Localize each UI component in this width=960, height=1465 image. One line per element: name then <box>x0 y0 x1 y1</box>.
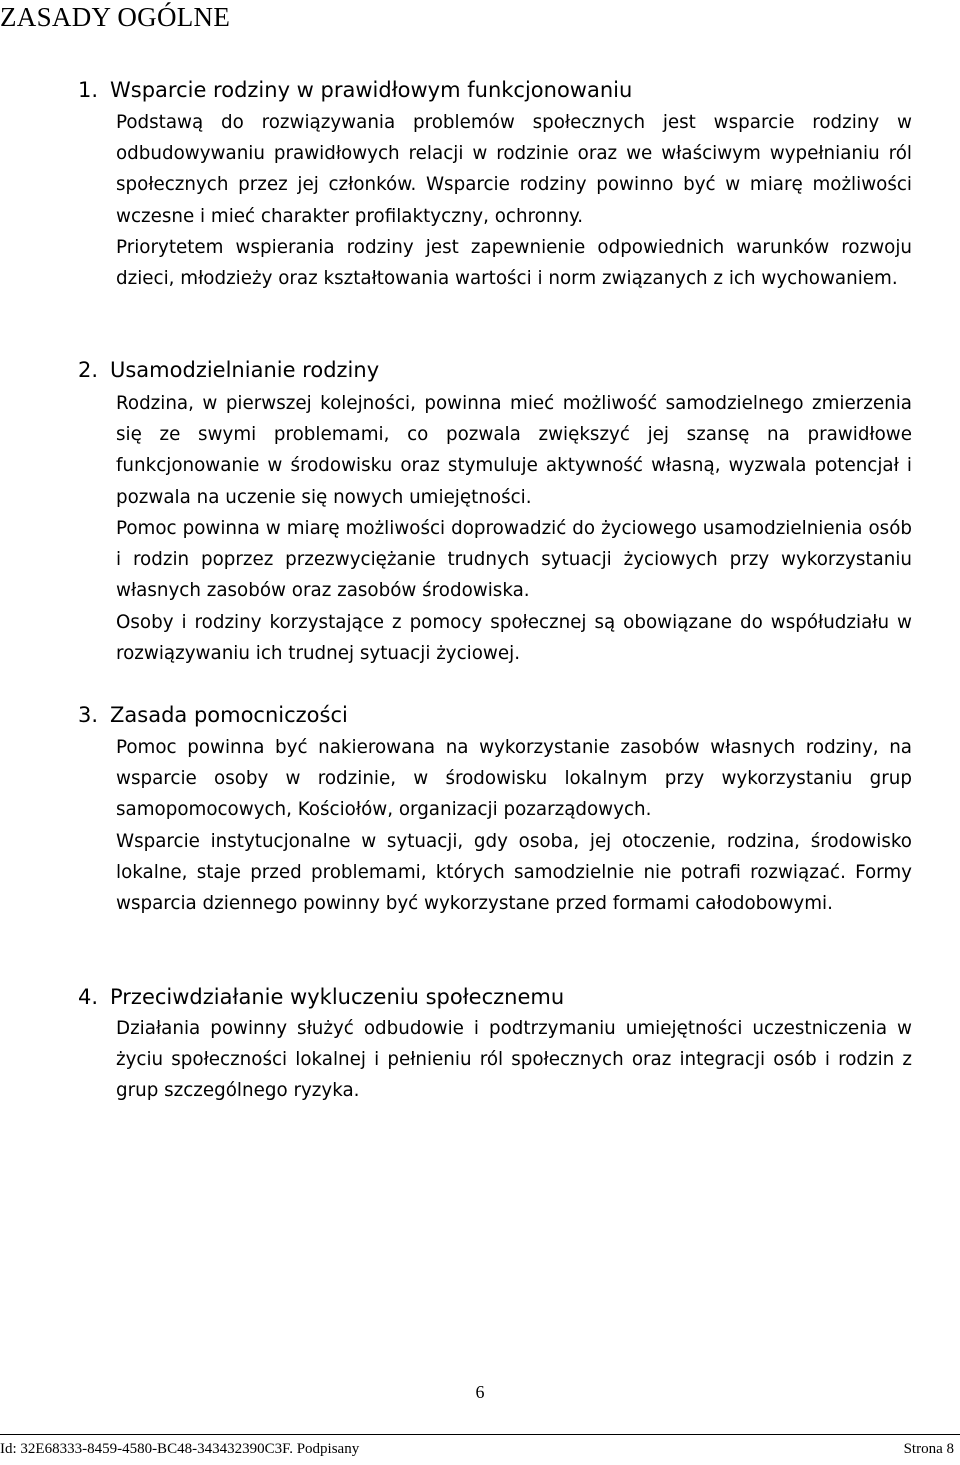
paragraph: Podstawą do rozwiązywania problemów społecznych jest wsparcie rodziny w odbudowywaniu prawidłowych relacji w rodzinie oraz we właściwym wypełnianiu ról społecznych przez jej członków. Wsparcie rodziny powinno być w miarę możliwości wczesne i mieć charakter profilaktyczny, ochronny. <box>116 112 912 227</box>
footer-document-id: Id: 32E68333-8459-4580-BC48-343432390C3F. Podpisany <box>0 1441 360 1457</box>
paragraph: Osoby i rodziny korzystające z pomocy społecznej są obowiązane do współudziału w rozwiązywaniu ich trudnej sytuacji życiowej. <box>116 612 912 665</box>
section-number: 2. <box>78 358 99 382</box>
section-title: Przeciwdziałanie wykluczeniu społecznemu <box>110 985 565 1009</box>
section-title: Zasada pomocniczości <box>110 703 348 727</box>
paragraph: Wsparcie instytucjonalne w sytuacji, gdy osoba, jej otoczenie, rodzina, środowisko lokalne, staje przed problemami, których samodzielnie nie potrafi rozwiązać. Formy wsparcia dziennego powinny być wykorzystane przed formami całodobowymi. <box>116 831 912 915</box>
paragraph: Pomoc powinna być nakierowana na wykorzystanie zasobów własnych rodziny, na wsparcie osoby w rodzinie, w środowisku lokalnym przy wykorzystaniu grup samopomocowych, Kościołów, organizacji pozarządowych. <box>116 737 912 821</box>
document-title: ZASADY OGÓLNE <box>0 2 231 32</box>
section-number: 4. <box>78 985 99 1009</box>
section-number: 1. <box>78 78 99 102</box>
section-title: Wsparcie rodziny w prawidłowym funkcjonowaniu <box>110 78 633 102</box>
page-number: 6 <box>475 1382 485 1402</box>
paragraph: Priorytetem wspierania rodziny jest zapewnienie odpowiednich warunków rozwoju dzieci, młodzieży oraz kształtowania wartości i norm związanych z ich wychowaniem. <box>116 237 912 290</box>
footer-divider <box>0 1434 960 1435</box>
paragraph: Pomoc powinna w miarę możliwości doprowadzić do życiowego usamodzielnienia osób i rodzin poprzez przezwyciężanie trudnych sytuacji życiowych przy wykorzystaniu własnych zasobów oraz zasobów środowiska. <box>116 518 912 602</box>
section-title: Usamodzielnianie rodziny <box>110 358 380 382</box>
paragraph: Działania powinny służyć odbudowie i podtrzymaniu umiejętności uczestniczenia w życiu społeczności lokalnej i pełnieniu ról społecznych oraz integracji osób i rodzin z grup szczególnego ryzyka. <box>116 1018 912 1102</box>
section-number: 3. <box>78 703 99 727</box>
footer-page-label: Strona 8 <box>903 1441 954 1457</box>
paragraph: Rodzina, w pierwszej kolejności, powinna mieć możliwość samodzielnego zmierzenia się ze swymi problemami, co pozwala zwiększyć jej szansę na prawidłowe funkcjonowanie w środowisku oraz stymuluje aktywność własną, wyzwala potencjał i pozwala na uczenie się nowych umiejętności. <box>116 393 912 508</box>
